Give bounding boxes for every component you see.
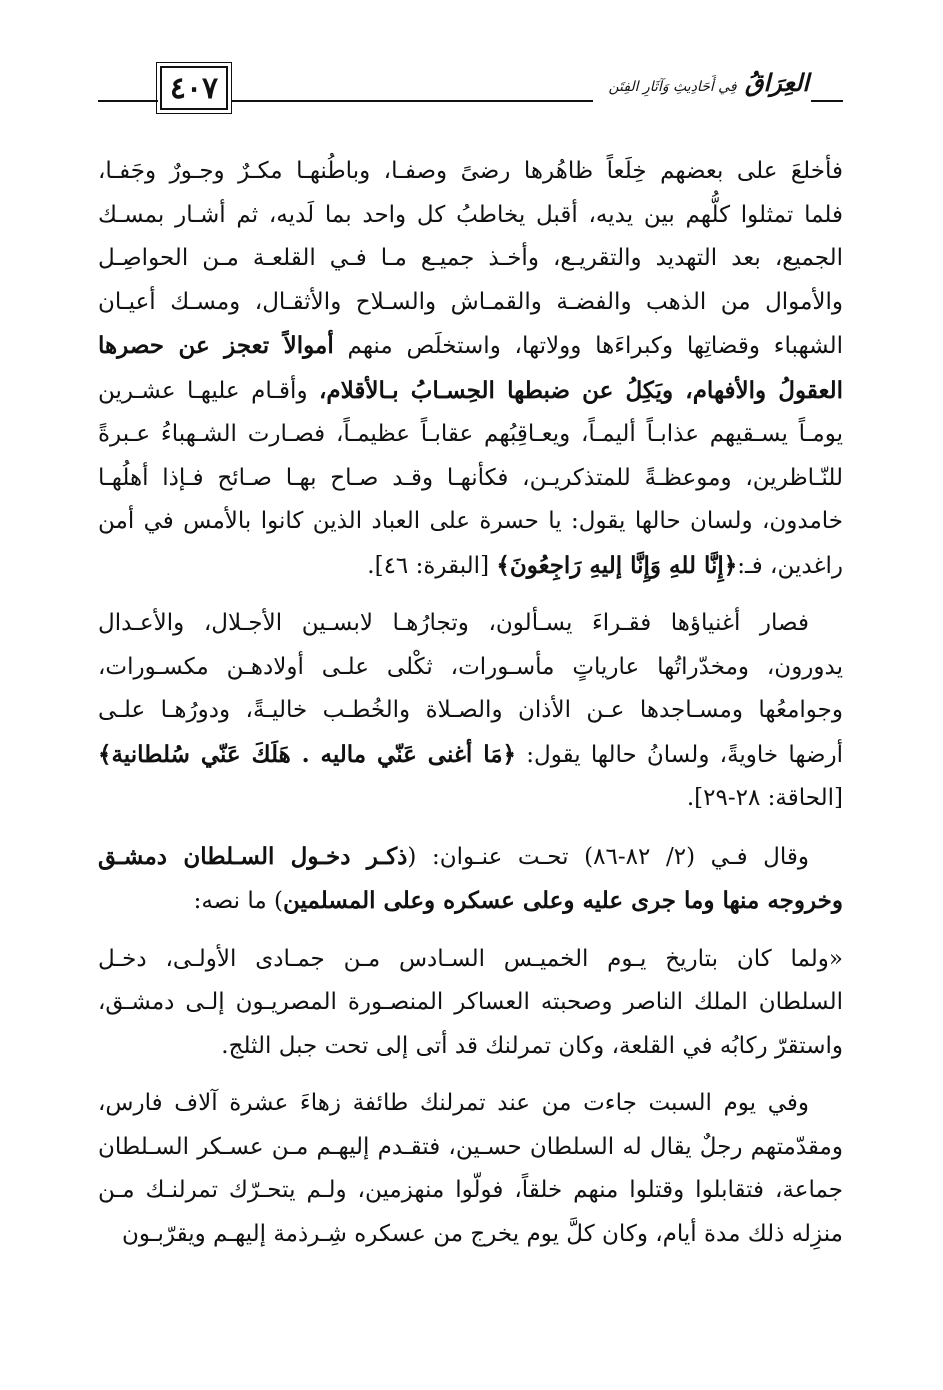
text-line [98, 281, 843, 325]
text-segment: وقال فـي (٢/ ٨٢-٨٦) تحـت عنـوان: ( [407, 843, 810, 870]
text-line [98, 457, 843, 501]
bold-text-segment: وخروجه منها وما جرى عليه وعلى عسكره وعلى المسلمين [282, 887, 843, 914]
text-line [98, 689, 843, 733]
text-segment: فصار أغنياؤها فقـراءَ يسـألون، وتجارُهـا لابسـين الأجـلال، والأعـدال [98, 610, 809, 636]
text-segment: الجميع، بعد التهديد والتقريـع، وأخـذ جميـع مـا فـي القلعـة مـن الحواصِـل [98, 245, 843, 271]
text-line [98, 1025, 843, 1069]
text-line [98, 324, 843, 369]
text-segment: فأخلعَ على بعضهم خِلَعاً ظاهُرها رضىً وصفـا، وباطُنهـا مكـرٌ وجـورٌ وجَفـا، [98, 158, 843, 184]
text-segment: ) ما نصه: [193, 888, 283, 914]
text-line [98, 733, 843, 778]
text-line [98, 1126, 843, 1170]
text-line [98, 500, 843, 544]
text-line [98, 646, 843, 690]
text-line [98, 150, 843, 194]
text-line [98, 413, 843, 457]
text-segment: [البقرة: ٤٦]. [367, 552, 497, 579]
paragraph [98, 938, 843, 1069]
bold-text-segment: أموالاً تعجز عن حصرها [98, 332, 334, 359]
text-line [98, 602, 843, 646]
text-segment: منزِله ذلك مدة أيام، وكان كلَّ يوم يخرج من عسكره شِـرذمة إليهـم ويقرّبـون [121, 1220, 843, 1247]
text-line [98, 1082, 843, 1126]
paragraph [98, 150, 843, 588]
text-segment: وفي يوم السبت جاءت من عند تمرلنك طائفة زهاءَ عشرة آلاف فارس، [98, 1090, 809, 1116]
bold-text-segment: ذكـر دخـول السـلطان دمشـق [98, 842, 408, 870]
text-segment: «ولما كان بتاريخ يـوم الخميـس السـادس مـن جمـادى الأولـى، دخـل [98, 945, 843, 972]
text-segment: الشهباء وقضاتِها وكبراءَها وولاتها، واستخلَص منهم [333, 333, 843, 359]
text-segment: للنّـاظرين، وموعظـةً للمتذكريـن، فكأنهـا وقـد صـاح بهـا صـائح فـإذا أهلُهـا [98, 464, 843, 491]
running-title [593, 68, 809, 97]
text-line [98, 194, 843, 238]
text-line [98, 1213, 843, 1257]
text-line [98, 835, 843, 880]
text-line [98, 879, 843, 924]
text-segment: وجوامعُها ومسـاجدها عـن الأذان والصـلاة والخُطـب خاليـةً، ودورُهـا علـى [98, 697, 843, 723]
text-segment: واستقرّ ركابُه في القلعة، وكان تمرلنك قد أتى إلى تحت جبل الثلج. [221, 1032, 843, 1059]
bold-text-segment: العقولُ والأفهام، ويَكِلُ عن ضبطها الحِسـابُ بـالأقلام، [319, 376, 844, 404]
text-line [98, 777, 843, 821]
paragraph [98, 602, 843, 821]
header-rule-right [811, 100, 843, 102]
text-segment: والأموال من الذهب والفضـة والقمـاش والسـلاح والأثقـال، ومسـك أعيـان [98, 288, 843, 315]
paragraph [98, 835, 843, 924]
text-segment: يدورون، ومخدّراتُها عارياتٍ مأسـورات، ثكْلى علـى أولادهـن مكسـورات، [98, 653, 843, 680]
text-segment: [الحاقة: ٢٨-٢٩]. [686, 785, 843, 811]
text-line [98, 938, 843, 982]
page-number: ٤٠٧ [160, 66, 228, 110]
header-rule-middle [232, 100, 593, 102]
text-segment: راغدين، فـ: [737, 552, 843, 579]
text-line [98, 369, 843, 414]
text-segment: فلما تمثلوا كلُّهم بين يديه، أقبل يخاطبُ كل واحد بما لَديه، ثم أشـار بمسـك [98, 201, 843, 228]
text-segment: السلطان الملك الناصر وصحبته العساكر المنصـورة المصريـون إلـى دمشـق، [98, 989, 843, 1015]
body-text [98, 150, 843, 1270]
text-segment: يومـاً يسـقيهم عذابـاً أليمـاً، ويعـاقِبُهم عقابـاً عظيمـاً، فصـارت الشـهباءُ عـبرةً [98, 421, 843, 447]
text-line [98, 544, 843, 589]
text-line [98, 1169, 843, 1213]
running-title-main: العِرَاقُ [744, 68, 809, 97]
bold-text-segment: ﴿إِنَّا للهِ وَإِنَّا إليهِ رَاجِعُونَ﴾ [496, 551, 738, 579]
bold-text-segment: ﴿مَا أغنى عَنّي ماليه . هَلَكَ عَنّي سُلطانية﴾ [98, 740, 517, 768]
paragraph [98, 1082, 843, 1256]
text-segment: خامدون، ولسان حالها يقول: يا حسرة على العباد الذين كانوا بالأمس في أمن [98, 508, 843, 534]
text-segment: أرضها خاويةً، ولسانُ حالها يقول: [516, 741, 843, 768]
running-title-sub: فِي أَحَادِيثِ وَآثَارِ الفِتَن [608, 79, 737, 95]
text-line [98, 237, 843, 281]
text-line [98, 981, 843, 1025]
text-segment: وأقـام عليهـا عشـرين [98, 377, 319, 404]
text-segment: جماعة، فتقابلوا وقتلوا منهم خلقاً، فولّوا منهزمين، ولـم يتحـرّك تمرلنـك مـن [98, 1177, 843, 1203]
text-segment: ومقدّمتهم رجلٌ يقال له السلطان حسـين، فتقـدم إليهـم مـن عسـكر السـلطان [98, 1133, 843, 1160]
page-header [98, 62, 843, 118]
header-rule-left [98, 100, 158, 102]
